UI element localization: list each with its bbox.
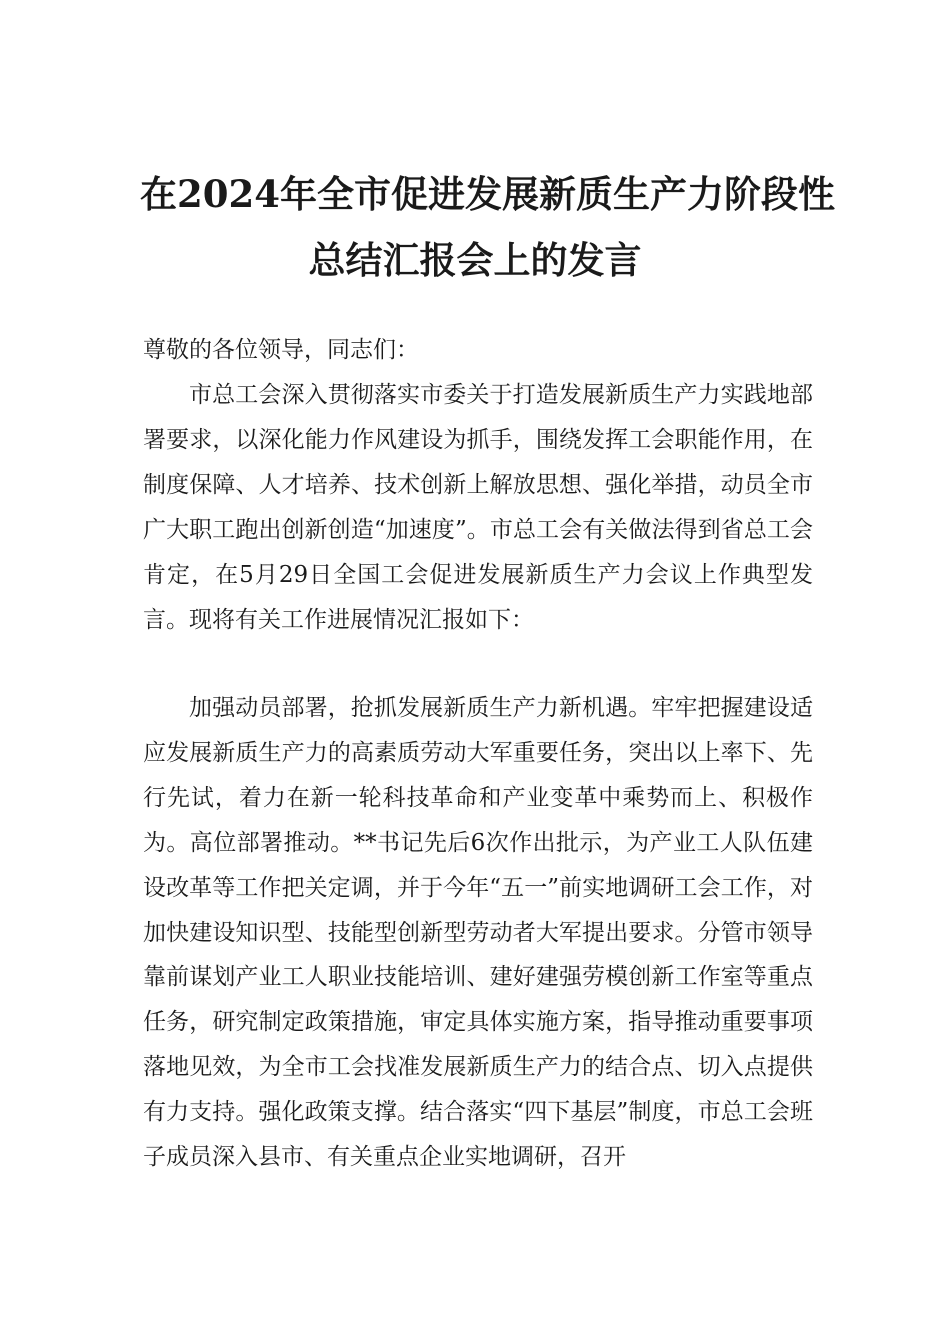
document-title-line-2: 总结汇报会上的发言 — [308, 238, 642, 282]
paragraph-1: 市总工会深入贯彻落实市委关于打造发展新质生产力实践地部署要求，以深化能力作风建设为抓手，围绕发挥工会职能作用，在制度保障、人才培养、技术创新上解放思想、强化举措，动员全市广大职工跑出创新创造“加速度”。市总工会有关做法得到省总工会肯定，在5月29日全国工会促进发展新质生产力会议上作典型发言。现将有关工作进展情况汇报如下： — [143, 382, 813, 633]
salutation: 尊敬的各位领导，同志们： — [143, 337, 419, 363]
document-title-line-1: 在2024年全市促进发展新质生产力阶段性 — [140, 172, 835, 216]
paragraph-2: 加强动员部署，抢抓发展新质生产力新机遇。牢牢把握建设适应发展新质生产力的高素质劳动大军重要任务，突出以上率下、先行先试，着力在新一轮科技革命和产业变革中乘势而上、积极作为。高位部署推动。**书记先后6次作出批示，为产业工人队伍建设改革等工作把关定调，并于今年“五一”前实地调研工会工作，对加快建设知识型、技能型创新型劳动者大军提出要求。分管市领导靠前谋划产业工人职业技能培训、建好建强劳模创新工作室等重点任务，研究制定政策措施，审定具体实施方案，指导推动重要事项落地见效，为全市工会找准发展新质生产力的结合点、切入点提供有力支持。强化政策支撑。结合落实“四下基层”制度，市总工会班子成员深入县市、有关重点企业实地调研，召开 — [143, 695, 813, 1171]
